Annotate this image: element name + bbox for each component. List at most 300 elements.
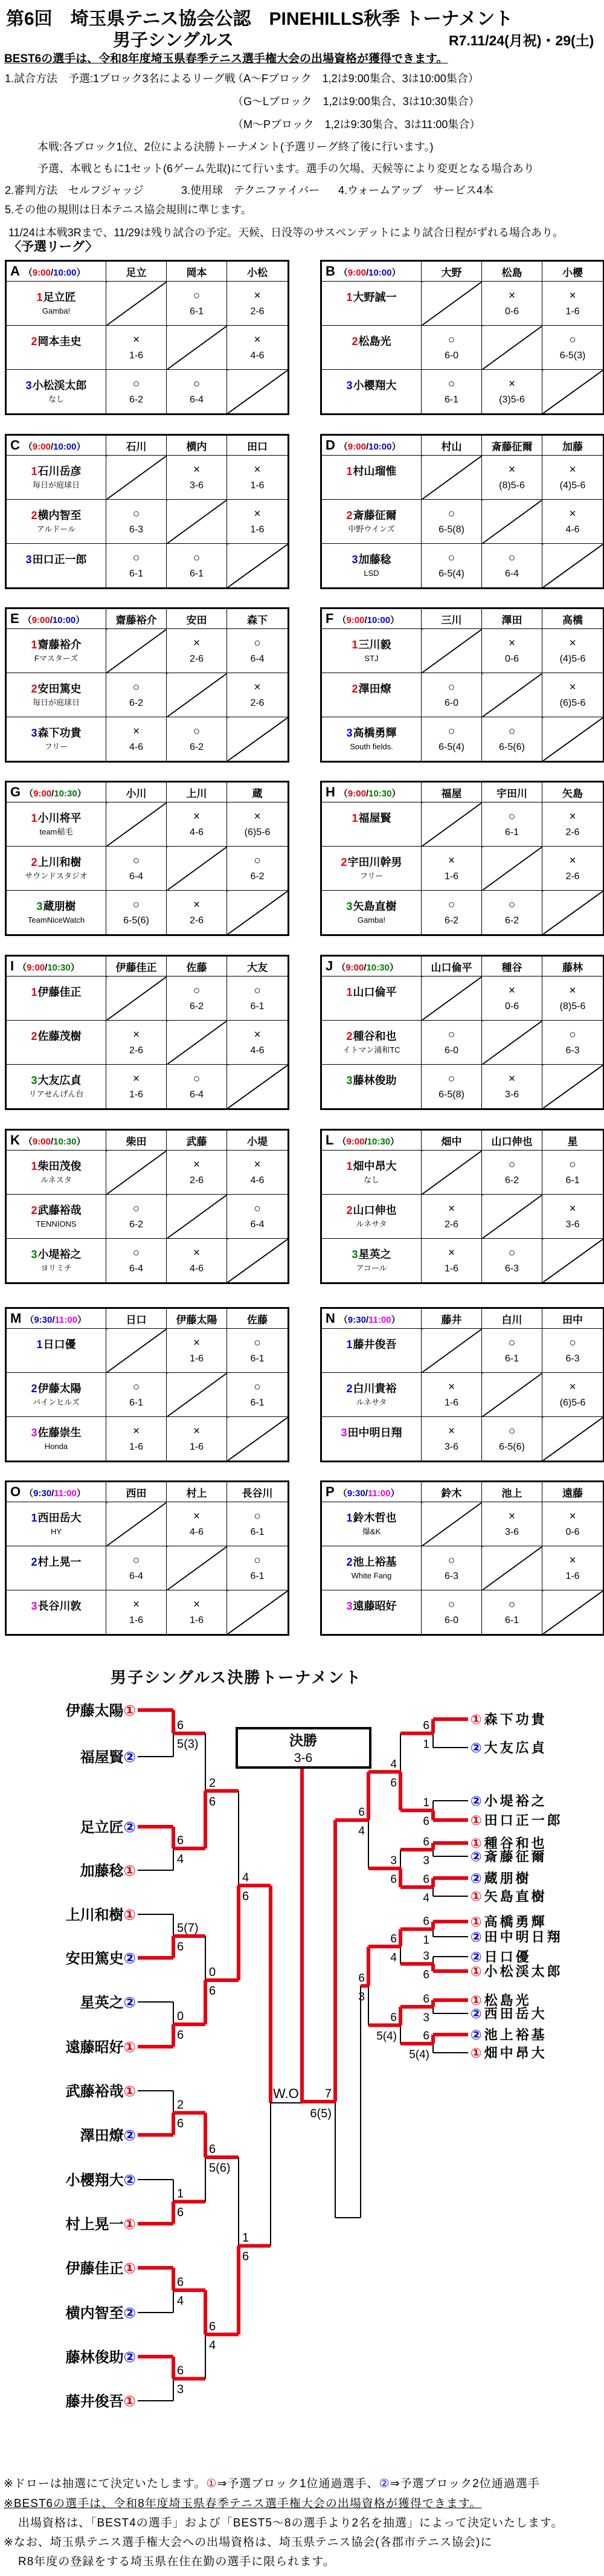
diagonal-cell — [227, 1065, 289, 1109]
result-cell: × 2-6 — [542, 802, 604, 847]
diagonal-cell — [106, 1329, 167, 1373]
block-col-header: 小櫻 — [542, 261, 604, 282]
block-col-header: 小川 — [106, 782, 167, 802]
match-score: 4 — [242, 1871, 249, 1885]
match-score: 5(7) — [177, 1922, 199, 1935]
block-col-header: 佐藤 — [167, 956, 227, 976]
diagonal-cell — [167, 1373, 227, 1417]
result-cell: ○ 6-2 — [422, 891, 482, 935]
player-cell: 2安田篤史 毎日が庭球日 — [6, 673, 106, 717]
diagonal-cell — [106, 976, 167, 1021]
block-table-O — [5, 1480, 289, 1636]
result-cell: ○ 6-1 — [482, 802, 542, 847]
match-score: 6 — [177, 2029, 184, 2042]
diagonal-cell — [422, 1329, 482, 1373]
player-cell: 1村山瑠惟 — [321, 456, 422, 500]
diagonal-cell — [227, 544, 289, 589]
player-cell: 3田口正一郎 — [6, 544, 106, 589]
player-cell: 3森下功貴 フリー — [6, 717, 106, 762]
player-cell: 1石川岳彦 毎日が庭球日 — [6, 456, 106, 500]
match-score: 4 — [209, 2339, 216, 2352]
diagonal-cell — [167, 1195, 227, 1239]
result-cell: ○ 6-5(6) — [482, 1417, 542, 1462]
diagonal-cell — [482, 673, 542, 717]
block-col-header: 上川 — [167, 782, 227, 802]
result-cell: ○ 6-5(8) — [422, 500, 482, 544]
block-header: H （9:00/10:30） — [321, 782, 422, 802]
match-score: 6 — [177, 1719, 184, 1732]
result-cell: ○ 6-1 — [227, 1373, 289, 1417]
rule-line-2: （A～Fブロック 1,2は9:00集合、3は10:00集合） — [233, 73, 479, 85]
block-col-header: 佐藤 — [227, 1308, 289, 1329]
player-cell: 2斎藤征爾 中野ウインズ — [321, 500, 422, 544]
bracket-player-name: 足立匠② — [80, 1819, 136, 1836]
block-col-header: 柴田 — [106, 1130, 167, 1151]
match-score: 4 — [423, 1892, 429, 1905]
match-score: 6 — [423, 2030, 429, 2042]
result-cell: × 2-6 — [227, 673, 289, 717]
result-cell: × 3-6 — [482, 1502, 542, 1546]
diagonal-cell — [422, 629, 482, 673]
block-col-header: 藤井 — [422, 1308, 482, 1329]
result-cell: ○ 6-1 — [167, 282, 227, 326]
match-score: 6 — [177, 2364, 184, 2378]
bracket-player-name: 藤井俊吾① — [65, 2394, 136, 2410]
player-cell: 1足立匠 Gamba! — [6, 282, 106, 326]
bracket-player-name: 澤田燎② — [80, 2128, 136, 2144]
player-cell: 2佐藤茂樹 — [6, 1021, 106, 1065]
diagonal-cell — [482, 326, 542, 370]
diagonal-cell — [482, 847, 542, 891]
block-table-C — [5, 434, 289, 589]
player-cell: 1藤井俊吾 — [321, 1329, 422, 1373]
result-cell: ○ 6-5(4) — [422, 717, 482, 762]
block-col-header: 星 — [542, 1130, 604, 1151]
match-score: 1 — [242, 2231, 249, 2245]
match-score: 1 — [177, 2187, 184, 2201]
block-header: B （9:00/10:00） — [321, 261, 422, 282]
block-col-header: 加藤 — [542, 435, 604, 456]
qualification-note: BEST6の選手は、令和8年度埼玉県春季テニス選手権大会の出場資格が獲得できます。 — [4, 53, 448, 65]
result-cell: × 1-6 — [167, 1590, 227, 1635]
result-cell: × (8)5-6 — [482, 456, 542, 500]
result-cell: × 3-6 — [542, 1195, 604, 1239]
player-cell: 3小堤裕之 ヨリミチ — [6, 1239, 106, 1283]
footer-registration-note: ※なお、埼玉県テニス選手権大会への出場資格は、埼玉県テニス協会(各郡市テニス協会)に — [4, 2536, 493, 2549]
bracket-player-name: 福屋賢② — [80, 1749, 136, 1766]
block-col-header: 村山 — [422, 435, 482, 456]
result-cell: ○ 6-4 — [106, 1239, 167, 1283]
match-score: 6 — [242, 2250, 249, 2264]
match-score: 6 — [390, 1777, 397, 1790]
result-cell: ○ 6-2 — [106, 673, 167, 717]
block-header: D （9:00/10:00） — [321, 435, 422, 456]
block-table-J — [320, 955, 604, 1110]
match-score: 6 — [209, 2320, 216, 2334]
result-cell: ○ 6-2 — [227, 847, 289, 891]
diagonal-cell — [482, 1546, 542, 1590]
diagonal-cell — [542, 544, 604, 589]
result-cell: ○ 6-5(3) — [542, 326, 604, 370]
diagonal-cell — [167, 500, 227, 544]
diagonal-cell — [106, 1151, 167, 1195]
bracket-player-name: ①田口正一郎 — [471, 1813, 563, 1828]
block-table-P — [320, 1480, 604, 1636]
player-cell: 3蔵朋樹 TeamNiceWatch — [6, 891, 106, 935]
match-score: 0 — [177, 2010, 184, 2023]
diagonal-cell — [422, 282, 482, 326]
diagonal-cell — [227, 717, 289, 762]
match-score: 6 — [423, 1719, 429, 1732]
block-col-header: 鈴木 — [422, 1482, 482, 1502]
match-score: 6 — [209, 1795, 216, 1809]
player-cell: 1小川将平 team稲毛 — [6, 802, 106, 847]
result-cell: × 4-6 — [167, 1502, 227, 1546]
match-score: 6 — [390, 1932, 397, 1946]
knockout-bracket — [0, 1686, 604, 2478]
result-cell: × 4-6 — [227, 1151, 289, 1195]
diagonal-cell — [227, 370, 289, 415]
block-header: M （9:30/11:00） — [6, 1308, 106, 1329]
match-score: 3 — [423, 1950, 429, 1963]
result-cell: × 3-6 — [422, 1417, 482, 1462]
result-cell: × 2-6 — [167, 891, 227, 935]
block-header: I （9:00/10:30） — [6, 956, 106, 976]
match-score: 1 — [423, 1796, 429, 1809]
rule-line-3: （G～Lブロック 1,2は9:00集合、3は10:30集合） — [233, 95, 480, 108]
block-col-header: 小堤 — [227, 1130, 289, 1151]
result-cell: ○ 6-5(6) — [106, 891, 167, 935]
block-table-H — [320, 781, 604, 936]
diagonal-cell — [106, 282, 167, 326]
bracket-player-name: 安田篤史② — [65, 1951, 136, 1967]
block-col-header: 種谷 — [482, 956, 542, 976]
player-cell: 2池上裕基 White Fang — [321, 1546, 422, 1590]
block-col-header: 足立 — [106, 261, 167, 282]
result-cell: ○ 6-4 — [167, 370, 227, 415]
match-score: 6 — [423, 1836, 429, 1848]
result-cell: × 1-6 — [542, 282, 604, 326]
player-cell: 2上川和樹 サウンドスタジオ — [6, 847, 106, 891]
result-cell: ○ 6-1 — [542, 1151, 604, 1195]
block-header: J （9:00/10:30） — [321, 956, 422, 976]
result-cell: × 1-6 — [542, 1546, 604, 1590]
block-col-header: 高橋 — [542, 608, 604, 629]
result-cell: × 1-6 — [422, 1239, 482, 1283]
player-cell: 2村上晃一 — [6, 1546, 106, 1590]
match-score: 6 — [242, 1890, 249, 1903]
result-cell: ○ 6-3 — [542, 1329, 604, 1373]
result-cell: × 0-6 — [542, 1502, 604, 1546]
match-score: 6 — [423, 1969, 429, 1981]
match-score: 2 — [209, 1776, 216, 1790]
block-col-header: 安田 — [167, 608, 227, 629]
player-cell: 2武藤裕哉 TENNIONS — [6, 1195, 106, 1239]
bracket-player-name: ②田中明日翔 — [471, 1929, 563, 1945]
block-table-K — [5, 1129, 289, 1284]
result-cell: ○ 6-4 — [106, 1546, 167, 1590]
bracket-player-name: 伊藤佳正① — [65, 2261, 136, 2277]
diagonal-cell — [542, 1065, 604, 1109]
bracket-player-name: ①森下功貴 — [471, 1712, 547, 1727]
bracket-player-name: 横内智至② — [65, 2305, 136, 2322]
bracket-player-name: ②西田岳大 — [471, 2006, 547, 2021]
result-cell: ○ 6-2 — [106, 1195, 167, 1239]
block-header: C （9:00/10:00） — [6, 435, 106, 456]
result-cell: × 2-6 — [167, 629, 227, 673]
bracket-player-name: ①矢島直樹 — [471, 1889, 547, 1904]
result-cell: × (6)5-6 — [542, 673, 604, 717]
block-table-G — [5, 781, 289, 936]
result-cell: ○ 6-3 — [422, 1546, 482, 1590]
player-cell: 2種谷和也 イトマン浦和TC — [321, 1021, 422, 1065]
block-header: K （9:00/10:30） — [6, 1130, 106, 1151]
result-cell: × 2-6 — [106, 1021, 167, 1065]
diagonal-cell — [482, 1195, 542, 1239]
match-score: 4 — [390, 1758, 397, 1771]
diagonal-cell — [542, 1239, 604, 1283]
match-score: 4 — [177, 2294, 184, 2308]
block-col-header: 大友 — [227, 956, 289, 976]
rule-line-1: 1.試合方法 予選:1ブロック3名によるリーグ戦 — [5, 73, 236, 85]
match-score: 6 — [209, 1984, 216, 1998]
match-score: 5(4) — [409, 2048, 429, 2061]
result-cell: ○ 6-5(4) — [422, 544, 482, 589]
result-cell: × 4-6 — [167, 1239, 227, 1283]
block-table-I — [5, 955, 289, 1110]
block-col-header: 山口伸也 — [482, 1130, 542, 1151]
result-cell: ○ 6-0 — [422, 1021, 482, 1065]
bracket-player-name: ②池上裕基 — [471, 2027, 547, 2042]
bracket-player-name: ②斎藤征爾 — [471, 1849, 547, 1864]
result-cell: × 3-6 — [167, 456, 227, 500]
result-cell: × 0-6 — [482, 282, 542, 326]
player-cell: 2宇田川幹男 フリー — [321, 847, 422, 891]
diagonal-cell — [106, 456, 167, 500]
match-score: 6 — [358, 1806, 365, 1819]
player-cell: 3藤林俊助 — [321, 1065, 422, 1109]
result-cell: ○ 6-5(8) — [422, 1065, 482, 1109]
result-cell: × 2-6 — [167, 1151, 227, 1195]
block-col-header: 長谷川 — [227, 1482, 289, 1502]
block-col-header: 武藤 — [167, 1130, 227, 1151]
diagonal-cell — [227, 1239, 289, 1283]
block-col-header: 森下 — [227, 608, 289, 629]
bracket-player-name: ②日口優 — [471, 1949, 532, 1964]
match-score: 7 — [324, 2087, 332, 2100]
match-score: 6 — [390, 1873, 397, 1886]
walkover-label: W.O — [273, 2086, 299, 2101]
block-col-header: 大野 — [422, 261, 482, 282]
player-cell: 3高橋勇輝 South fields. — [321, 717, 422, 762]
bracket-player-name: 武藤裕哉① — [65, 2084, 136, 2100]
diagonal-cell — [482, 1021, 542, 1065]
block-table-E — [5, 607, 289, 763]
diagonal-cell — [167, 847, 227, 891]
match-score: 6 — [423, 1873, 429, 1886]
diagonal-cell — [422, 456, 482, 500]
rule-line-4: （M～Pブロック 1,2は9:30集合、3は11:00集合） — [233, 118, 481, 131]
match-score: 5(4) — [376, 2030, 397, 2043]
match-score: 4 — [177, 1853, 184, 1866]
result-cell: ○ 6-3 — [542, 1021, 604, 1065]
match-score: 6(5) — [310, 2107, 332, 2120]
result-cell: ○ 6-4 — [167, 1065, 227, 1109]
result-cell: ○ 6-4 — [482, 544, 542, 589]
result-cell: × 4-6 — [227, 326, 289, 370]
player-cell: 1齋藤裕介 Fマスターズ — [6, 629, 106, 673]
result-cell: × 0-6 — [482, 976, 542, 1021]
result-cell: ○ 6-2 — [167, 976, 227, 1021]
result-cell: × 2-6 — [227, 282, 289, 326]
bracket-player-name: ②蔵朋樹 — [471, 1871, 532, 1886]
bracket-player-name: 村上晃一① — [65, 2216, 136, 2233]
result-cell: × 4-6 — [167, 802, 227, 847]
result-cell: × 2-6 — [422, 1195, 482, 1239]
block-col-header: 白川 — [482, 1308, 542, 1329]
block-col-header: 斎藤征爾 — [482, 435, 542, 456]
diagonal-cell — [482, 500, 542, 544]
result-cell: × 1-6 — [106, 1417, 167, 1462]
result-cell: ○ 6-1 — [227, 976, 289, 1021]
rule-line-7: 2.審判方法 セルフジャッジ — [5, 184, 144, 196]
match-score: 6 — [423, 1915, 429, 1928]
rule-line-5: 本戦:各ブロック1位、2位による決勝トーナメント(予選リーグ終了後に行います。) — [37, 141, 434, 153]
block-header: P （9:30/11:00） — [321, 1482, 422, 1502]
player-cell: 1柴田茂俊 ルネスタ — [6, 1151, 106, 1195]
player-cell: 2伊藤太陽 パインヒルズ — [6, 1373, 106, 1417]
block-col-header: 福屋 — [422, 782, 482, 802]
block-header: E （9:00/10:00） — [6, 608, 106, 629]
bracket-player-name: ①高橋勇輝 — [471, 1914, 547, 1929]
bracket-player-name: 星英之② — [80, 1995, 136, 2011]
final-score: 3-6 — [294, 1751, 313, 1765]
bracket-player-name: ①種谷和也 — [471, 1836, 547, 1851]
diagonal-cell — [167, 1021, 227, 1065]
match-score: 3 — [390, 1855, 397, 1867]
result-cell: ○ 6-2 — [482, 891, 542, 935]
match-score: 6 — [423, 1815, 429, 1828]
block-header: O （9:30/11:00） — [6, 1482, 106, 1502]
bracket-player-name: ①小松渓太郎 — [471, 1964, 563, 1979]
result-cell: ○ 6-4 — [106, 847, 167, 891]
player-cell: 3長谷川敦 — [6, 1590, 106, 1635]
block-col-header: 三川 — [422, 608, 482, 629]
rule-line-11: 11/24は本戦3Rまで、11/29は残り試合の予定。天候、日没等のサスペンデットにより試合日程がずれる場合あり。 — [8, 227, 564, 239]
player-cell: 3遠藤昭好 — [321, 1590, 422, 1635]
player-cell: 1大野誠一 — [321, 282, 422, 326]
diagonal-cell — [106, 1502, 167, 1546]
result-cell: ○ 6-2 — [167, 717, 227, 762]
bracket-player-name: 上川和樹① — [65, 1907, 136, 1923]
block-col-header: 石川 — [106, 435, 167, 456]
diagonal-cell — [422, 802, 482, 847]
diagonal-cell — [542, 1417, 604, 1462]
player-cell: 3田中明日翔 — [321, 1417, 422, 1462]
player-cell: 3小櫻翔大 — [321, 370, 422, 415]
page-title: 第6回 埼玉県テニス協会公認 PINEHILLS秋季 トーナメント — [6, 9, 513, 29]
player-cell: 3矢島直樹 Gamba! — [321, 891, 422, 935]
bracket-player-name: ②大友広貞 — [471, 1740, 547, 1755]
block-col-header: 宇田川 — [482, 782, 542, 802]
block-col-header: 伊藤佳正 — [106, 956, 167, 976]
rule-line-8: 3.使用球 テクニファイバー — [181, 184, 320, 196]
result-cell: × (4)5-6 — [542, 629, 604, 673]
diagonal-cell — [542, 891, 604, 935]
player-cell: 3加藤稔 LSD — [321, 544, 422, 589]
match-score: 6 — [177, 1834, 184, 1847]
player-cell: 1日口優 — [6, 1329, 106, 1373]
block-header: G （9:00/10:30） — [6, 782, 106, 802]
bracket-player-name: 加藤稔① — [80, 1863, 136, 1879]
result-cell: ○ 6-2 — [482, 1151, 542, 1195]
result-cell: × 1-6 — [106, 1590, 167, 1635]
result-cell: × 4-6 — [542, 500, 604, 544]
block-table-N — [320, 1307, 604, 1462]
player-cell: 3星英之 アコール — [321, 1239, 422, 1283]
block-table-D — [320, 434, 604, 589]
result-cell: ○ 6-1 — [482, 1590, 542, 1635]
result-cell: × 1-6 — [227, 500, 289, 544]
player-cell: 2岡本圭史 — [6, 326, 106, 370]
result-cell: ○ 6-1 — [482, 1329, 542, 1373]
diagonal-cell — [106, 629, 167, 673]
diagonal-cell — [227, 1417, 289, 1462]
result-cell: ○ 6-1 — [106, 544, 167, 589]
prelim-league-label: 〈予選リーグ〉 — [8, 240, 98, 254]
footer-qualification-detail: 出場資格は、「BEST4の選手」および「BEST5～8の選手より2名を抽選」によって決定いたします。 — [18, 2517, 564, 2529]
result-cell: ○ 6-1 — [227, 1502, 289, 1546]
player-cell: 3大友広貞 リアせんげん台 — [6, 1065, 106, 1109]
diagonal-cell — [167, 326, 227, 370]
player-cell: 2白川貴裕 ルネサタ — [321, 1373, 422, 1417]
block-col-header: 齋藤裕介 — [106, 608, 167, 629]
bracket-player-name: 伊藤太陽① — [65, 1703, 136, 1719]
block-col-header: 小松 — [227, 261, 289, 282]
block-col-header: 西田 — [106, 1482, 167, 1502]
match-score: 6 — [209, 2143, 216, 2156]
match-score: 5(3) — [177, 1737, 199, 1751]
result-cell: × 1-6 — [422, 1373, 482, 1417]
event-date: R7.11/24(月祝)・29(土) — [449, 33, 594, 48]
player-cell: 2松島光 — [321, 326, 422, 370]
player-cell: 1畑中昂大 なし — [321, 1151, 422, 1195]
result-cell: × 1-6 — [106, 1065, 167, 1109]
match-score: 6 — [177, 2276, 184, 2289]
result-cell: × 4-6 — [106, 717, 167, 762]
block-col-header: 矢島 — [542, 782, 604, 802]
player-cell: 1西田岳大 HY — [6, 1502, 106, 1546]
result-cell: ○ 6-2 — [106, 370, 167, 415]
result-cell: × 1-6 — [167, 1417, 227, 1462]
player-cell: 2山口伸也 ルネサタ — [321, 1195, 422, 1239]
player-cell: 2澤田燎 — [321, 673, 422, 717]
block-col-header: 横内 — [167, 435, 227, 456]
bracket-player-name: 藤林俊助② — [65, 2349, 136, 2366]
player-cell: 1三川毅 STJ — [321, 629, 422, 673]
diagonal-cell — [106, 802, 167, 847]
match-score: 6 — [423, 1993, 429, 2006]
block-header: L （9:00/10:30） — [321, 1130, 422, 1151]
result-cell: ○ 6-1 — [106, 1373, 167, 1417]
bracket-title: 男子シングルス決勝トーナメント — [111, 1668, 362, 1687]
player-cell: 1鈴木哲也 爆&K — [321, 1502, 422, 1546]
diagonal-cell — [227, 1590, 289, 1635]
match-score: 6 — [177, 2117, 184, 2131]
result-cell: ○ 6-5(6) — [482, 717, 542, 762]
block-table-B — [320, 260, 604, 415]
block-col-header: 田中 — [542, 1308, 604, 1329]
